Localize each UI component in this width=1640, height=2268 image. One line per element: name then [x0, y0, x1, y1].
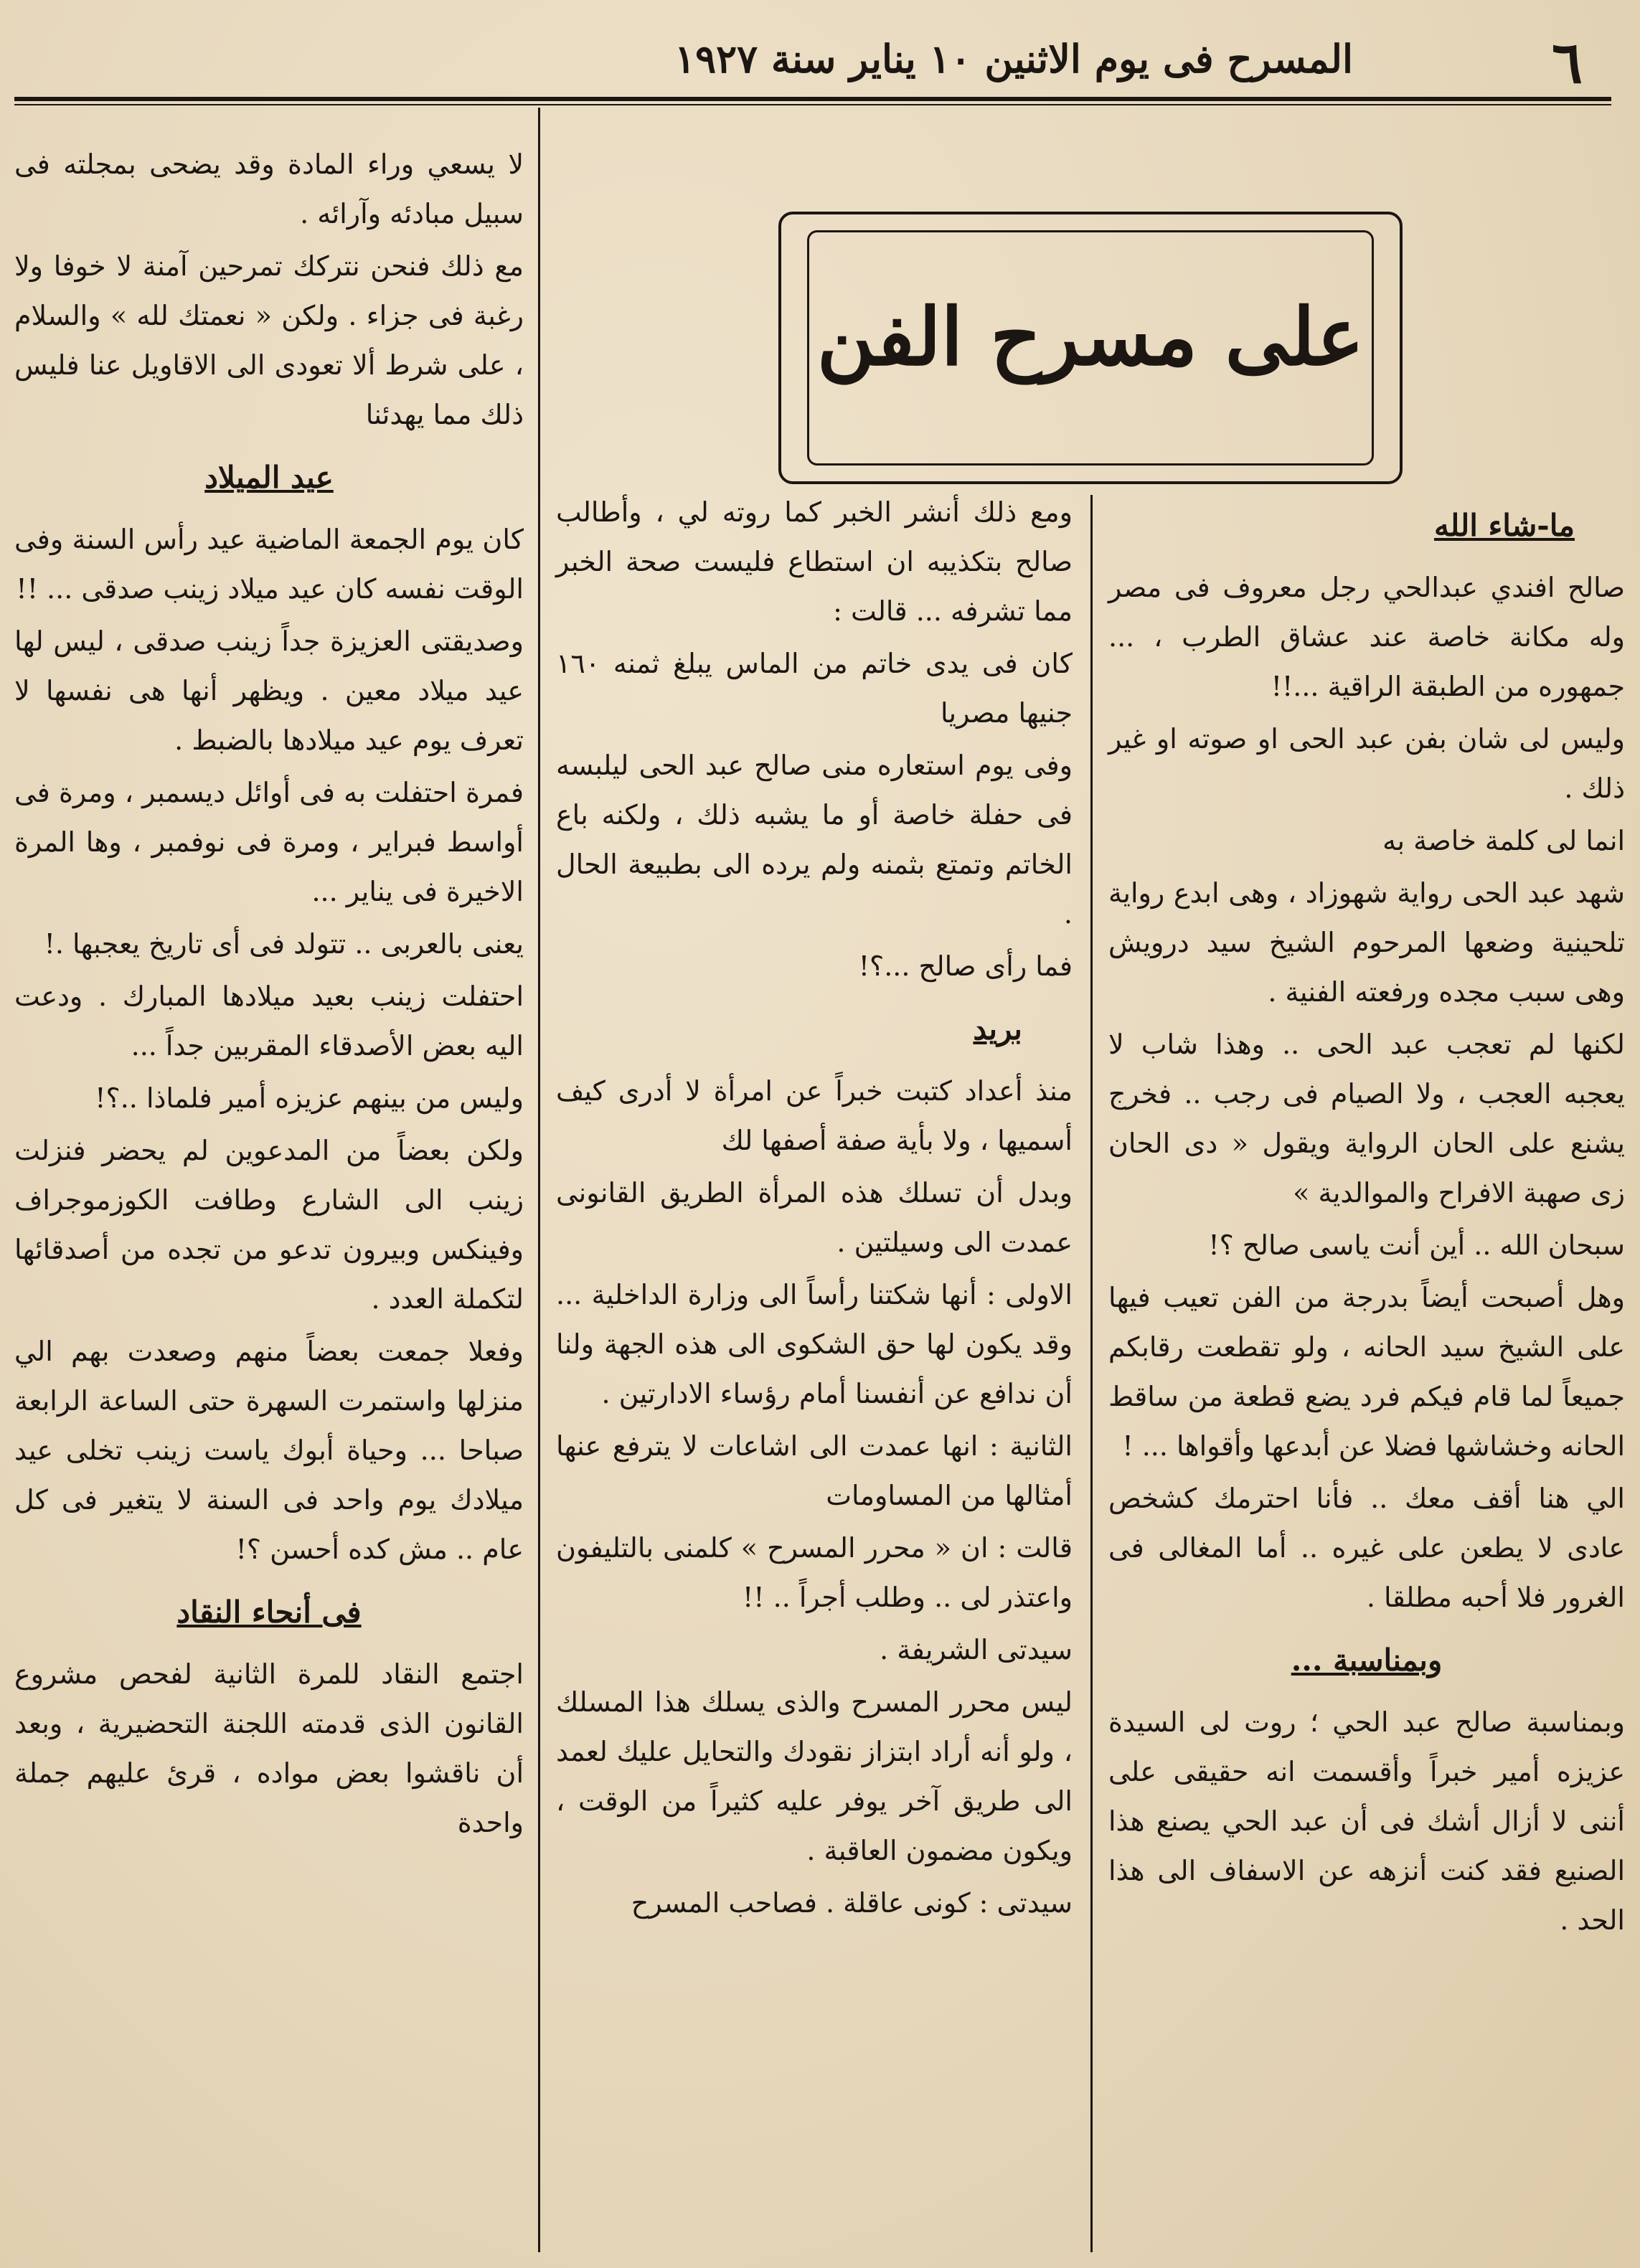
paragraph: وبدل أن تسلك هذه المرأة الطريق القانونى عمدت الى وسيلتين . [556, 1177, 1073, 1258]
paragraph: فمرة احتفلت به فى أوائل ديسمبر ، ومرة فى أواسط فبراير ، ومرة فى نوفمبر ، وها المرة الاخيرة فى يناير ... [14, 777, 524, 907]
paragraph: الاولى : أنها شكتنا رأساً الى وزارة الداخلية ... وقد يكون لها حق الشكوى الى هذه الجهة ولنا أن ندافع عن أنفسنا أمام رؤساء الادارتين . [556, 1279, 1073, 1409]
paragraph: شهد عبد الحى رواية شهوزاد ، وهى ابدع رواية تلحينية وضعها المرحوم الشيخ سيد درويش وهى سبب مجده ورفعته الفنية . [1108, 877, 1625, 1008]
page-number: ٦ [1552, 29, 1583, 96]
column-left [14, 140, 524, 1851]
section-banner [778, 212, 1403, 484]
paragraph: احتفلت زينب بعيد ميلادها المبارك . ودعت اليه بعض الأصدقاء المقربين جداً ... [14, 981, 524, 1062]
paragraph: سيدتى : كونى عاقلة . فصاحب المسرح [631, 1887, 1073, 1919]
paragraph: اجتمع النقاد للمرة الثانية لفحص مشروع القانون الذى قدمته اللجنة التحضيرية ، وبعد أن ناقشوا بعض مواده ، قرئ عليهم جملة واحدة [14, 1658, 524, 1838]
section-heading: عيد الميلاد [204, 460, 334, 495]
paragraph: وليس لى شان بفن عبد الحى او صوته او غير ذلك . [1108, 723, 1625, 804]
paragraph: وبمناسبة صالح عبد الحي ؛ روت لى السيدة عزيزه أمير خبراً وأقسمت انه حقيقى على أننى لا أزال أشك فى أن عبد الحي يصنع هذا الصنيع فقد كنت أنزهه عن الاسفاف الى هذا الحد . [1108, 1706, 1625, 1936]
paragraph: انما لى كلمة خاصة به [1382, 825, 1625, 856]
paragraph: سبحان الله .. أين أنت ياسى صالح ؟! [1208, 1229, 1625, 1261]
paragraph: وهل أصبحت أيضاً بدرجة من الفن تعيب فيها على الشيخ سيد الحانه ، ولو تقطعت رقابكم جميعاً لما قام فيكم فرد يضع قطعة من ساقط الحانه وخشاشها فضلا عن أبدعها وأقواها ... ! [1108, 1282, 1625, 1462]
paragraph: ولكن بعضاً من المدعوين لم يحضر فنزلت زينب الى الشارع وطافت الكوزموجراف وفينكس وبيرون تدعو من تجده من أصدقائها لتكملة العدد . [14, 1135, 524, 1315]
paragraph: فما رأى صالح ...؟! [858, 950, 1073, 982]
header-rule-thin [14, 104, 1611, 105]
section-heading: وبمناسبة ... [1291, 1643, 1443, 1678]
paragraph: وليس من بينهم عزيزه أمير فلماذا ..؟! [95, 1082, 524, 1114]
banner-title: على مسرح الفن [816, 290, 1365, 383]
paragraph: سيدتى الشريفة . [880, 1634, 1073, 1665]
paragraph: وصديقتى العزيزة جداً زينب صدقى ، ليس لها عيد ميلاد معين . ويظهر أنها هى نفسها لا تعرف يوم عيد ميلادها بالضبط . [14, 625, 524, 756]
column-right [1108, 488, 1625, 1948]
paragraph: صالح افندي عبدالحي رجل معروف فى مصر وله مكانة خاصة عند عشاق الطرب ، ... جمهوره من الطبقة الراقية ...!! [1108, 572, 1625, 702]
paragraph: منذ أعداد كتبت خبراً عن امرأة لا أدرى كيف أسميها ، ولا بأية صفة أصفها لك [556, 1075, 1073, 1156]
paragraph: قالت : ان « محرر المسرح » كلمنى بالتليفون واعتذر لى .. وطلب أجراً .. !! [556, 1532, 1073, 1613]
paragraph: لكنها لم تعجب عبد الحى .. وهذا شاب لا يعجبه العجب ، ولا الصيام فى رجب .. فخرج يشنع على الحان الرواية ويقول « دى الحان زى صهبة الافراح والموالدية » [1108, 1029, 1625, 1209]
paragraph: وفى يوم استعاره منى صالح عبد الحى ليلبسه فى حفلة خاصة أو ما يشبه ذلك ، ولكنه باع الخاتم وتمتع بثمنه ولم يرده الى بطبيعة الحال . [556, 750, 1073, 930]
page-header [14, 22, 1611, 96]
column-rule-left [538, 108, 540, 2252]
header-title: المسرح فى يوم الاثنين ١٠ يناير سنة ١٩٢٧ [674, 36, 1353, 82]
paragraph: ومع ذلك أنشر الخبر كما روته لي ، وأطالب صالح بتكذيبه ان استطاع فليست صحة الخبر مما تشرفه ... قالت : [556, 496, 1073, 627]
paragraph: ليس محرر المسرح والذى يسلك هذا المسلك ، ولو أنه أراد ابتزاز نقودك والتحايل عليك لعمد الى طريق آخر يوفر عليه كثيراً من الوقت ، ويكون مضمون العاقبة . [556, 1686, 1073, 1866]
paragraph: كان يوم الجمعة الماضية عيد رأس السنة وفى الوقت نفسه كان عيد ميلاد زينب صدقى ... !! [14, 524, 524, 605]
section-heading: بريد [973, 1011, 1022, 1046]
paragraph: يعنى بالعربى .. تتولد فى أى تاريخ يعجبها .! [44, 928, 524, 960]
paragraph: مع ذلك فنحن نتركك تمرحين آمنة لا خوفا ولا رغبة فى جزاء . ولكن « نعمتك لله » والسلام ، على شرط ألا تعودى الى الاقاويل عنا فليس ذلك مما يهدئنا [14, 250, 524, 430]
paragraph: لا يسعي وراء المادة وقد يضحى بمجلته فى سبيل مبادئه وآرائه . [14, 148, 524, 230]
section-heading: ما-شاء الله [1434, 508, 1575, 543]
paragraph: الثانية : انها عمدت الى اشاعات لا يترفع عنها أمثالها من المساومات [556, 1430, 1073, 1511]
paragraph: الي هنا أقف معك .. فأنا احترمك كشخص عادى لا يطعن على غيره .. أما المغالى فى الغرور فلا أحبه مطلقا . [1108, 1483, 1625, 1613]
section-heading: فى أنحاء النقاد [176, 1594, 362, 1630]
column-rule-right [1090, 495, 1093, 2252]
paragraph: كان فى يدى خاتم من الماس يبلغ ثمنه ١٦٠ جنيها مصريا [556, 648, 1073, 729]
column-middle [556, 488, 1073, 1931]
header-rule [14, 97, 1611, 101]
paragraph: وفعلا جمعت بعضاً منهم وصعدت بهم الي منزلها واستمرت السهرة حتى الساعة الرابعة صباحا ... وحياة أبوك ياست زينب تخلى عيد ميلادك يوم واحد فى السنة لا يتغير فى كل عام .. مش كده أحسن ؟! [14, 1336, 524, 1565]
